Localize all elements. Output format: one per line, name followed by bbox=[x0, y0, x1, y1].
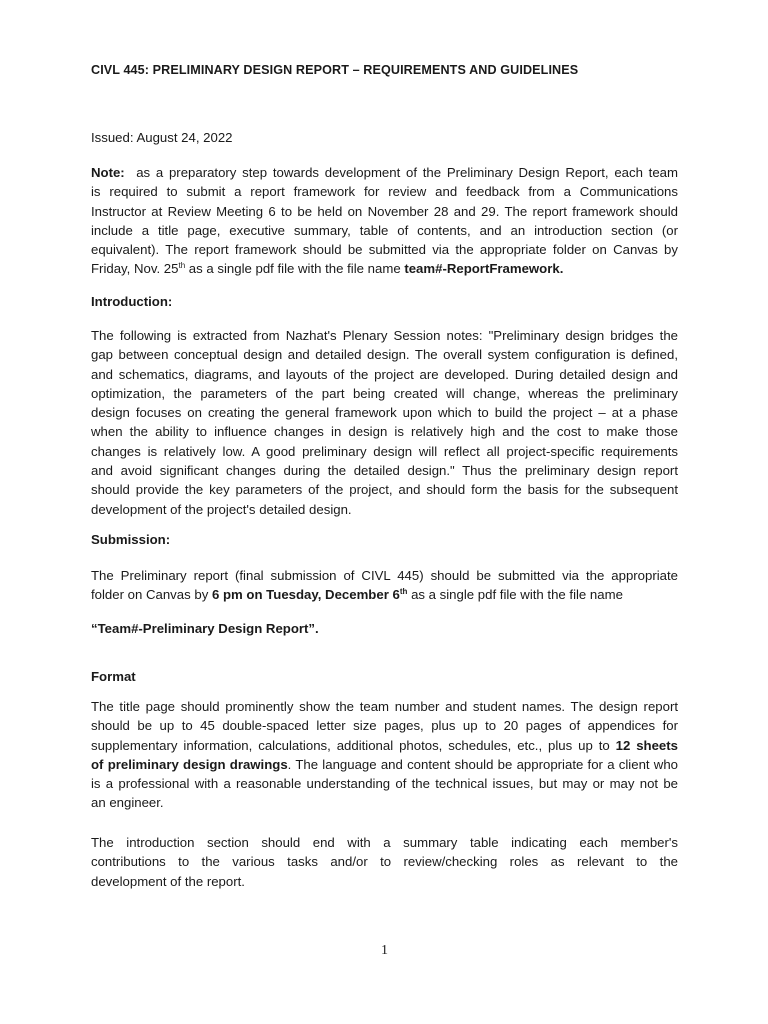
drawing-sheets-limit-cont: of preliminary design drawings bbox=[91, 756, 288, 772]
note-line: Instructor at Review Meeting 6 to be held on November 28 and 29. The report framework should bbox=[91, 203, 678, 219]
submission-line: The Preliminary report (final submission of CIVL 445) should be submitted via the appropriate bbox=[91, 568, 678, 583]
submission-paragraph bbox=[91, 566, 678, 605]
intro-line: and schematics, diagrams, and layouts of the project are developed. During detailed design and bbox=[91, 366, 678, 382]
intro-line: gap between conceptual design and detailed design. The overall system configuration is defined, bbox=[91, 347, 678, 363]
format-heading: Format bbox=[91, 669, 136, 684]
intro-line: The following is extracted from Nazhat's Plenary Session notes: "Preliminary design bridges the bbox=[91, 328, 678, 343]
format-line: supplementary information, calculations, additional photos, schedules, etc., plus up to 12 sheets bbox=[91, 737, 678, 753]
intro-line: development of the project's detailed design. bbox=[91, 501, 352, 517]
intro-line: changes is relatively low. A good preliminary design will reflect all project-specific requirements bbox=[91, 443, 678, 459]
introduction-paragraph bbox=[91, 326, 678, 519]
introduction-heading: Introduction: bbox=[91, 294, 173, 309]
intro-line: and avoid significant changes during the detailed design." Thus the preliminary design report bbox=[91, 463, 678, 479]
issued-date: Issued: August 24, 2022 bbox=[91, 130, 233, 145]
format-paragraph-2 bbox=[91, 833, 678, 891]
intro-line: design focuses on creating the general framework upon which to build the project – at a phase bbox=[91, 405, 678, 421]
note-line: Friday, Nov. 25th as a single pdf file with the file name team#-ReportFramework. bbox=[91, 261, 564, 277]
page-number: 1 bbox=[381, 943, 388, 958]
format-line: contributions to the various tasks and/or to review/checking roles as relevant to the bbox=[91, 854, 678, 870]
note-label: Note: bbox=[91, 165, 125, 180]
submission-deadline: 6 pm on Tuesday, December 6th bbox=[211, 587, 408, 603]
format-line: is a professional with a reasonable understanding of the technical issues, but may or may not be bbox=[91, 776, 678, 792]
note-paragraph bbox=[91, 163, 678, 279]
submission-heading: Submission: bbox=[91, 532, 171, 547]
format-line: development of the report. bbox=[91, 873, 245, 889]
format-line: an engineer. bbox=[91, 795, 164, 811]
note-line: include a title page, executive summary, table of contents, and an introduction section (or bbox=[91, 222, 678, 238]
format-paragraph bbox=[91, 697, 678, 813]
format-line: The title page should prominently show the team number and student names. The design report bbox=[91, 699, 678, 714]
format-line: should be up to 45 double-spaced letter size pages, plus up to 20 pages of appendices for bbox=[91, 718, 678, 734]
drawing-sheets-limit: 12 sheets bbox=[615, 737, 678, 753]
intro-line: should provide the key parameters of the project, and should form the basis for the subsequent bbox=[91, 482, 678, 498]
note-line: Note: as a preparatory step towards development of the Preliminary Design Report, each team bbox=[91, 165, 678, 180]
report-filename: “Team#-Preliminary Design Report”. bbox=[91, 621, 319, 636]
note-line: is required to submit a report framework for review and feedback from a Communications bbox=[91, 184, 678, 200]
note-line: equivalent). The report framework should be submitted via the appropriate folder on Canvas by bbox=[91, 242, 678, 258]
document-title: CIVL 445: PRELIMINARY DESIGN REPORT – REQUIREMENTS AND GUIDELINES bbox=[91, 63, 579, 77]
format-line: The introduction section should end with a summary table indicating each member's bbox=[91, 835, 678, 850]
intro-line: when the ability to influence changes in design is relatively high and the cost to make those bbox=[91, 424, 678, 440]
intro-line: optimization, the parameters of the part being created will change, whereas the preliminary bbox=[91, 385, 678, 401]
format-line: of preliminary design drawings. The language and content should be appropriate for a client who bbox=[91, 756, 678, 772]
submission-line: folder on Canvas by 6 pm on Tuesday, December 6th as a single pdf file with the file name bbox=[91, 587, 623, 603]
framework-filename: team#-ReportFramework. bbox=[404, 261, 564, 277]
